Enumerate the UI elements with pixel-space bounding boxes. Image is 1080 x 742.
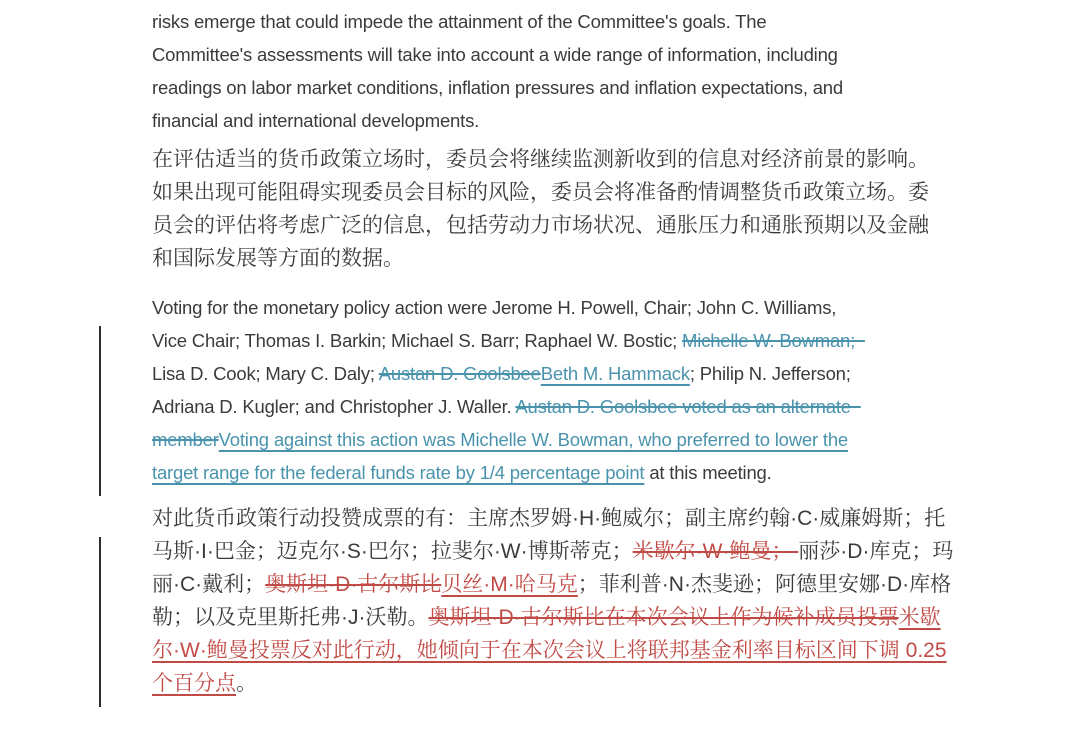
text-line — [152, 324, 952, 357]
deleted-text: Michelle W. Bowman; — [682, 330, 865, 351]
paragraph-en-assessment — [152, 5, 952, 137]
text-line — [152, 601, 952, 634]
text-segment: Voting for the monetary policy action were Jerome H. Powell, Chair; John C. Williams, — [152, 297, 837, 318]
text-segment: Adriana D. Kugler; and Christopher J. Waller. — [152, 396, 516, 417]
text-segment: Vice Chair; Thomas I. Barkin; Michael S. Barr; Raphael W. Bostic; — [152, 330, 683, 351]
text-segment: 丽莎·D·库克；玛 — [798, 540, 954, 563]
deleted-text: Austan D. Goolsbee — [378, 363, 541, 384]
text-segment: readings on labor market conditions, inflation pressures and inflation expectations, and — [152, 77, 843, 98]
text-line — [152, 209, 952, 242]
inserted-text: 贝丝·M·哈马克 — [441, 573, 578, 596]
text-segment: ；菲利普·N·杰斐逊；阿德里安娜·D·库格 — [577, 573, 952, 596]
deleted-text: member — [152, 429, 219, 450]
text-line — [152, 176, 952, 209]
inserted-text: Beth M. Hammack — [540, 363, 690, 384]
document-body — [152, 0, 952, 700]
text-segment: 对此货币政策行动投赞成票的有：主席杰罗姆·H·鲍威尔；副主席约翰·C·威廉姆斯；托 — [152, 507, 946, 530]
paragraph-en-voting — [152, 291, 952, 489]
text-line — [152, 357, 952, 390]
text-segment: 如果出现可能阻碍实现委员会目标的风险，委员会将准备酌情调整货币政策立场。委 — [152, 181, 929, 204]
text-line — [152, 291, 952, 324]
text-segment: at this meeting. — [644, 462, 772, 483]
text-segment: 员会的评估将考虑广泛的信息，包括劳动力市场状况、通胀压力和通胀预期以及金融 — [152, 214, 929, 237]
text-line — [152, 667, 952, 700]
text-line — [152, 5, 952, 38]
text-segment: 。 — [236, 672, 257, 695]
deleted-text: 米歇尔·W·鲍曼； — [632, 540, 799, 563]
text-line — [152, 390, 952, 423]
text-segment: 马斯·I·巴金；迈克尔·S·巴尔；拉斐尔·W·博斯蒂克； — [152, 540, 633, 563]
text-segment: Committee's assessments will take into account a wide range of information, including — [152, 44, 838, 65]
inserted-text: 个百分点 — [152, 672, 236, 695]
deleted-text: Austan D. Goolsbee voted as an alternate — [515, 396, 861, 417]
inserted-text: 尔·W·鲍曼投票反对此行动，她倾向于在本次会议上将联邦基金利率目标区间下调 0.25 — [152, 639, 947, 662]
text-segment: financial and international developments. — [152, 110, 480, 131]
text-line — [152, 456, 952, 489]
paragraph-zh-assessment — [152, 143, 952, 275]
text-line — [152, 502, 952, 535]
inserted-text: Voting against this action was Michelle W. Bowman, who preferred to lower the — [218, 429, 848, 450]
text-line — [152, 242, 952, 275]
text-segment: ; Philip N. Jefferson; — [689, 363, 851, 384]
text-segment: 和国际发展等方面的数据。 — [152, 247, 404, 270]
text-segment: Lisa D. Cook; Mary C. Daly; — [152, 363, 379, 384]
text-line — [152, 568, 952, 601]
inserted-text: target range for the federal funds rate by 1/4 percentage point — [152, 462, 645, 483]
text-line — [152, 104, 952, 137]
text-segment: 勒；以及克里斯托弗·J·沃勒。 — [152, 606, 429, 629]
inserted-text: 米歇 — [898, 606, 941, 629]
deleted-text: 奥斯坦·D·古尔斯比在本次会议上作为候补成员投票 — [428, 606, 899, 629]
text-segment: 丽·C·戴利； — [152, 573, 266, 596]
change-bar — [99, 537, 101, 707]
text-line — [152, 38, 952, 71]
text-line — [152, 423, 952, 456]
text-line — [152, 535, 952, 568]
text-line — [152, 634, 952, 667]
paragraph-zh-voting — [152, 502, 952, 700]
change-bar — [99, 326, 101, 496]
text-line — [152, 71, 952, 104]
text-segment: risks emerge that could impede the attainment of the Committee's goals. The — [152, 11, 767, 32]
text-segment: 在评估适当的货币政策立场时，委员会将继续监测新收到的信息对经济前景的影响。 — [152, 148, 929, 171]
deleted-text: 奥斯坦·D·古尔斯比 — [265, 573, 442, 596]
text-line — [152, 143, 952, 176]
